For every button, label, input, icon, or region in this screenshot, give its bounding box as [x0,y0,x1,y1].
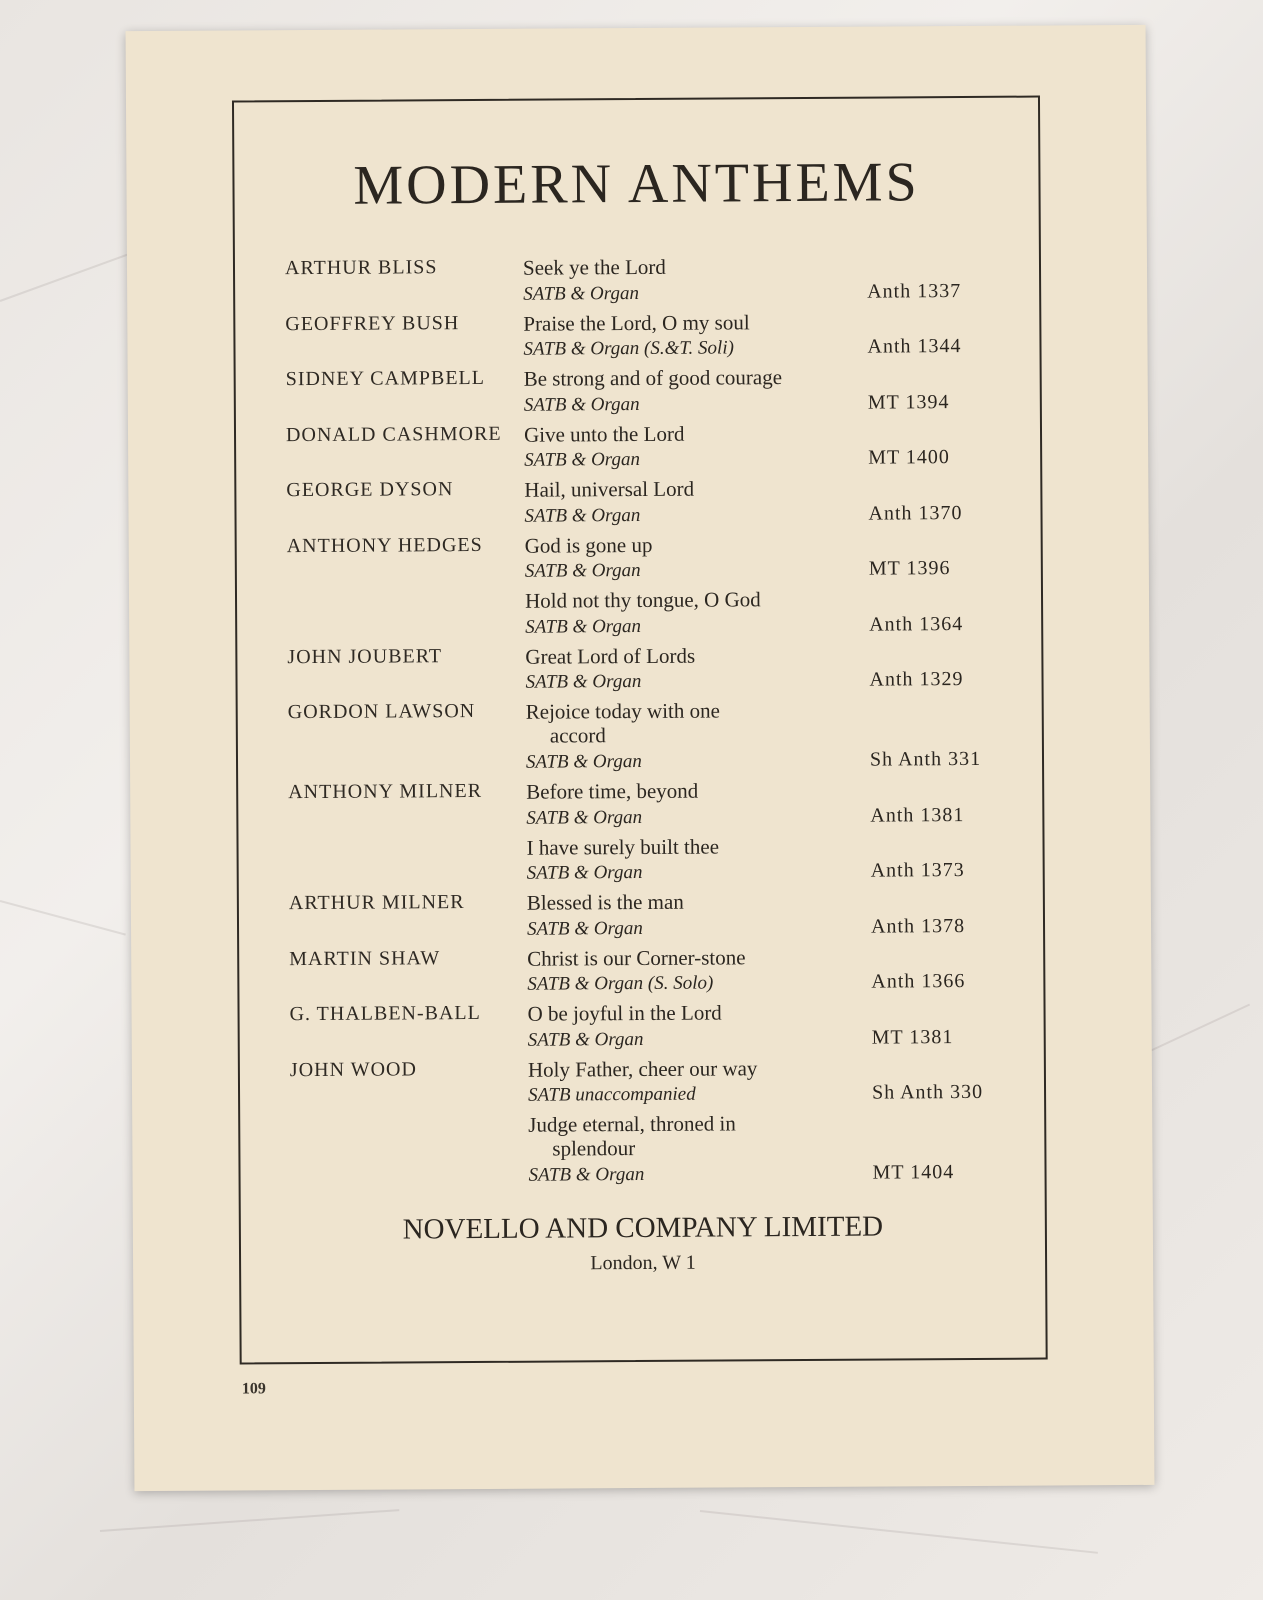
anthem-title-text: Hail, universal Lord [524,476,695,502]
voicing: SATB & Organ [525,750,642,773]
composer-name: JOHN WOOD [289,1057,417,1081]
anthem-title-continuation: accord [549,723,606,748]
anthem-title-text: God is gone up [524,532,653,558]
composer-name: GORDON LAWSON [287,700,476,724]
catalog-number: Anth 1364 [869,612,964,636]
voicing: SATB & Organ [523,393,640,416]
catalog-number: Anth 1366 [871,970,966,993]
catalog-number: MT 1381 [871,1025,954,1049]
voicing: SATB & Organ [525,615,642,638]
anthem-title-text: I have surely built thee [526,834,720,860]
composer-name: GEORGE DYSON [286,478,454,502]
catalog-number: Anth 1329 [869,668,964,691]
catalog-number: MT 1404 [872,1161,955,1184]
catalog-number: Sh Anth 331 [869,747,982,771]
list-item [285,308,1005,368]
anthem-title-text: Great Lord of Lords [525,643,696,669]
anthem-title [526,778,826,804]
list-item [288,777,1008,837]
anthem-title [526,698,826,748]
catalog-number: MT 1396 [868,557,951,580]
anthem-title-text: O be joyful in the Lord [527,1000,722,1026]
list-item [287,641,1007,701]
composer-name: MARTIN SHAW [289,946,441,970]
anthem-title-text: Christ is our Corner-stone [527,944,746,971]
voicing: SATB unaccompanied [527,1083,696,1106]
voicing: SATB & Organ [524,504,641,527]
voicing: SATB & Organ [524,559,641,582]
anthem-title [528,1055,828,1081]
anthem-list [285,253,1011,1194]
anthem-title-text: Before time, beyond [526,778,699,804]
composer-name: ANTHONY MILNER [288,779,483,804]
composer-name: ANTHONY HEDGES [286,533,483,557]
catalog-number: Anth 1378 [870,914,966,938]
anthem-title [523,309,823,335]
list-item [288,832,1008,892]
list-item [287,586,1007,646]
catalog-number: Sh Anth 330 [871,1080,984,1104]
anthem-title-text: Seek ye the Lord [522,254,666,280]
composer-name: G. THALBEN-BALL [289,1001,481,1026]
anthem-title-text: Judge eternal, throned in [528,1111,736,1137]
list-item [285,253,1005,313]
voicing: SATB & Organ [526,917,643,940]
list-item [289,943,1009,1003]
voicing: SATB & Organ [525,670,642,693]
anthem-title-text: Holy Father, cheer our way [527,1055,758,1082]
voicing: SATB & Organ (S.&T. Soli) [523,337,734,360]
list-item [286,364,1006,424]
list-item [289,999,1009,1059]
list-item [286,475,1006,535]
voicing: SATB & Organ [523,282,639,305]
list-item [289,888,1009,948]
page-border [232,96,1048,1365]
anthem-title [524,476,824,502]
anthem-title-continuation: splendour [552,1136,636,1161]
anthem-title-text: Give unto the Lord [523,421,685,447]
catalog-page [126,25,1155,1491]
catalog-number: MT 1394 [867,390,950,414]
anthem-title-text: Praise the Lord, O my soul [523,309,750,336]
anthem-title [528,1111,828,1161]
anthem-title [526,833,826,859]
catalog-number: Anth 1370 [868,501,963,525]
composer-name: ARTHUR MILNER [288,891,465,915]
anthem-title [527,944,827,970]
anthem-title-text: Blessed is the man [526,889,684,915]
catalog-number: MT 1400 [868,446,950,469]
anthem-title [525,642,825,668]
anthem-title [527,1000,827,1026]
anthem-title-text: Be strong and of good courage [523,365,783,391]
anthem-title-text: Rejoice today with one [525,698,720,724]
voicing: SATB & Organ [527,1028,644,1051]
list-item [286,419,1006,479]
anthem-title [524,365,824,391]
catalog-number: Anth 1373 [870,859,965,882]
voicing: SATB & Organ [526,806,643,829]
publisher-name: NOVELLO AND COMPANY LIMITED [402,1210,884,1246]
anthem-title [523,254,823,280]
list-item [288,697,1008,781]
anthem-title [525,531,825,557]
page-title: MODERN ANTHEMS [353,151,920,217]
anthem-title [525,587,825,613]
page-number: 109 [241,1380,266,1398]
catalog-number: Anth 1337 [867,279,962,303]
anthem-title [527,889,827,915]
list-item [287,530,1007,590]
catalog-number: Anth 1381 [870,803,965,827]
anthem-title-text: Hold not thy tongue, O God [524,587,761,613]
composer-name: ARTHUR BLISS [284,256,438,280]
catalog-number: Anth 1344 [867,335,962,358]
voicing: SATB & Organ [526,861,643,884]
composer-name: JOHN JOUBERT [287,644,443,668]
composer-name: SIDNEY CAMPBELL [285,366,486,391]
publisher-address: London, W 1 [590,1251,696,1275]
voicing: SATB & Organ [524,448,641,471]
anthem-title [524,420,824,446]
composer-name: GEOFFREY BUSH [285,311,460,335]
list-item [290,1054,1010,1114]
voicing: SATB & Organ [528,1163,645,1186]
composer-name: DONALD CASHMORE [285,422,502,446]
voicing: SATB & Organ (S. Solo) [527,972,714,995]
list-item [290,1110,1010,1194]
